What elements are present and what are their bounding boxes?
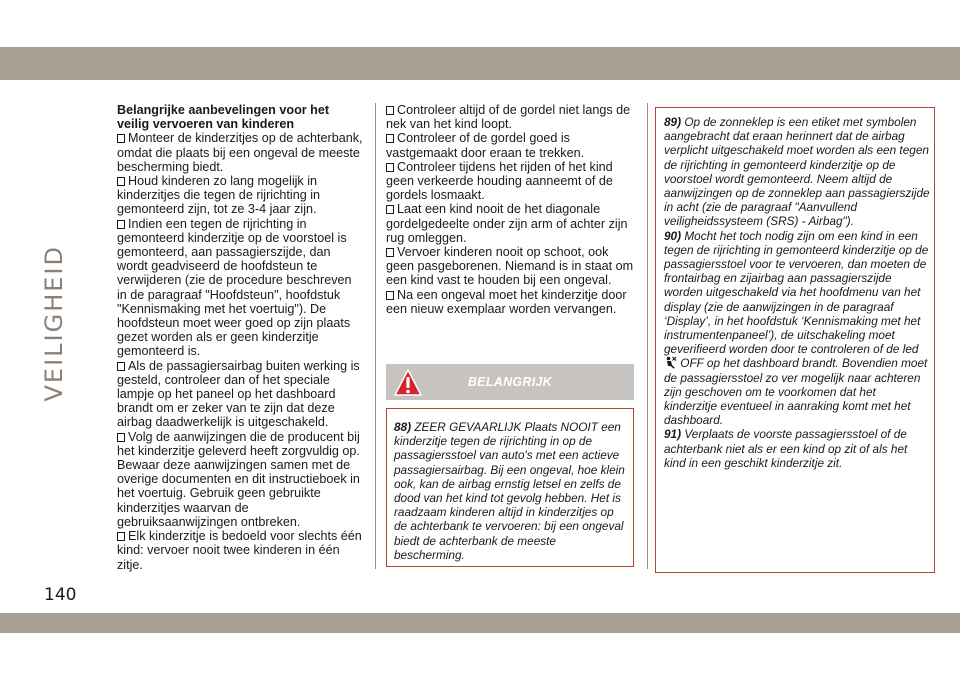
note-89: 89) Op de zonneklep is een etiket met symbolen aangebracht dat eraan herinnert dat de airbag verplicht uitgeschakeld moet worden als een tegen de rijrichting in gemonteerd kinderzitje op de voorstoel wordt gemonteerd. Neem altijd de aanwijzingen op de zonneklep aan passagierszijde in acht (zie de paragraaf "Aanvullend veiligheidssysteem (SRS) - Airbag"). xyxy=(664,115,930,229)
warning-header xyxy=(386,364,634,400)
column-2 xyxy=(386,103,634,316)
note-90: 90) Mocht het toch nodig zijn om een kind in een tegen de rijrichting in gemonteerd kinderzitje op de passagiersstoel voor te vervoeren, dan moeten de frontairbag en zijairbag aan passagierszijde worden uitgeschakeld via het hoofdmenu van het display (zie de aanwijzingen in de paragraaf ‘Display’, in het hoofdstuk ‘Kennismaking met het instrumentenpaneel’), de uitschakeling moet geverifieerd worden door te controleren of de led OFF op het dashboard brandt. Bovendien moet de passagiersstoel zo ver mogelijk naar achteren zijn geschoven om te voorkomen dat het kinderzitje eventueel in aanraking komt met het dashboard. xyxy=(664,228,929,428)
note-text: ZEER GEVAARLIJK Plaats NOOIT een kinderzitje tegen de rijrichting in op de passagiersstoel van auto's met een actieve passagiersairbag. Bij een ongeval, hoe klein ook, kan de airbag ernstig letsel en zelfs de dood van het kind tot gevolg hebben. Het is raadzaam kinderen altijd in kinderzitjes op de achterbank te vervoeren: bij een ongeval biedt de achterbank de meeste bescherming. xyxy=(394,420,625,562)
list-item: Vervoer kinderen nooit op schoot, ook geen pasgeborenen. Niemand is in staat om een kind vast te houden bij een ongeval. xyxy=(386,245,634,288)
checkbox-bullet-icon xyxy=(117,362,125,371)
list-item: Controleer tijdens het rijden of het kind geen verkeerde houding aanneemt of de gordels losmaakt. xyxy=(386,159,613,203)
list-item: Na een ongeval moet het kinderzitje door een nieuw exemplaar worden vervangen. xyxy=(386,287,627,316)
checkbox-bullet-icon xyxy=(386,205,394,214)
checkbox-bullet-icon xyxy=(117,532,125,541)
column-divider xyxy=(375,103,376,569)
checkbox-bullet-icon xyxy=(117,177,125,186)
column-1 xyxy=(117,103,363,572)
list-item: Controleer of de gordel goed is vastgemaakt door eraan te trekken. xyxy=(386,131,585,160)
checkbox-bullet-icon xyxy=(386,134,394,143)
list-item: Houd kinderen zo lang mogelijk in kinderzitjes die tegen de rijrichting in gemonteerd zijn, tot ze 3-4 jaar zijn. xyxy=(117,174,321,217)
notes-box xyxy=(655,107,935,573)
list-item: Controleer altijd of de gordel niet langs de nek van het kind loopt. xyxy=(386,103,631,132)
list-item: Monteer de kinderzitjes op de achterbank, omdat die plaats bij een ongeval de meeste bescherming biedt. xyxy=(117,131,363,174)
warning-label: BELANGRIJK xyxy=(467,375,553,389)
list-item: Volg de aanwijzingen die de producent bij het kinderzitje geleverd heeft zorgvuldig op. Bewaar deze aanwijzingen samen met de overige documenten en dit instructieboek in het voertuig. Gebruik geen gebruikte kinderzitjes waarvan de gebruiksaanwijzingen ontbreken. xyxy=(117,429,360,529)
list-item: Elk kinderzitje is bedoeld voor slechts één kind: vervoer nooit twee kinderen in één zitje. xyxy=(117,529,362,572)
bottom-band xyxy=(0,613,960,633)
note-number: 88) xyxy=(394,420,412,434)
warning-note-88 xyxy=(386,408,634,567)
column-divider xyxy=(647,103,648,569)
checkbox-bullet-icon xyxy=(386,291,394,300)
checkbox-bullet-icon xyxy=(117,220,125,229)
airbag-off-icon xyxy=(664,356,677,369)
list-item: Als de passagiersairbag buiten werking is gesteld, controleer dan of het speciale lampje op het paneel op het dashboard brandt om er zeker van te zijn dat deze airbag daadwerkelijk is uitgeschakeld. xyxy=(117,358,360,430)
list-item: Indien een tegen de rijrichting in gemonteerd kinderzitje op de voorstoel is gemonteerd, aan passagierszijde, dan wordt geadviseerd de hoofdsteun te verwijderen (zie de procedure beschreven in de paragraaf "Hoofdsteun", hoofdstuk "Kennismaking met het voertuig"). De hoofdsteun moet weer goed op zijn plaats gezet worden als er geen kinderzitje gemonteerd is. xyxy=(117,216,352,359)
top-band xyxy=(0,47,960,80)
checkbox-bullet-icon xyxy=(386,163,394,172)
list-item: Laat een kind nooit de het diagonale gordelgedeelte onder zijn arm of achter zijn rug omleggen. xyxy=(386,202,628,245)
checkbox-bullet-icon xyxy=(117,433,125,442)
section-title: VEILIGHEID xyxy=(40,245,68,402)
checkbox-bullet-icon xyxy=(117,134,125,143)
note-91: 91) Verplaats de voorste passagiersstoel of de achterbank niet als er een kind op zit of als het kind in een geschikt kinderzitje zit. xyxy=(664,427,908,470)
section-heading: Belangrijke aanbevelingen voor het veilig vervoeren van kinderen xyxy=(117,103,330,132)
checkbox-bullet-icon xyxy=(386,248,394,257)
page-number: 140 xyxy=(44,585,77,605)
checkbox-bullet-icon xyxy=(386,106,394,115)
